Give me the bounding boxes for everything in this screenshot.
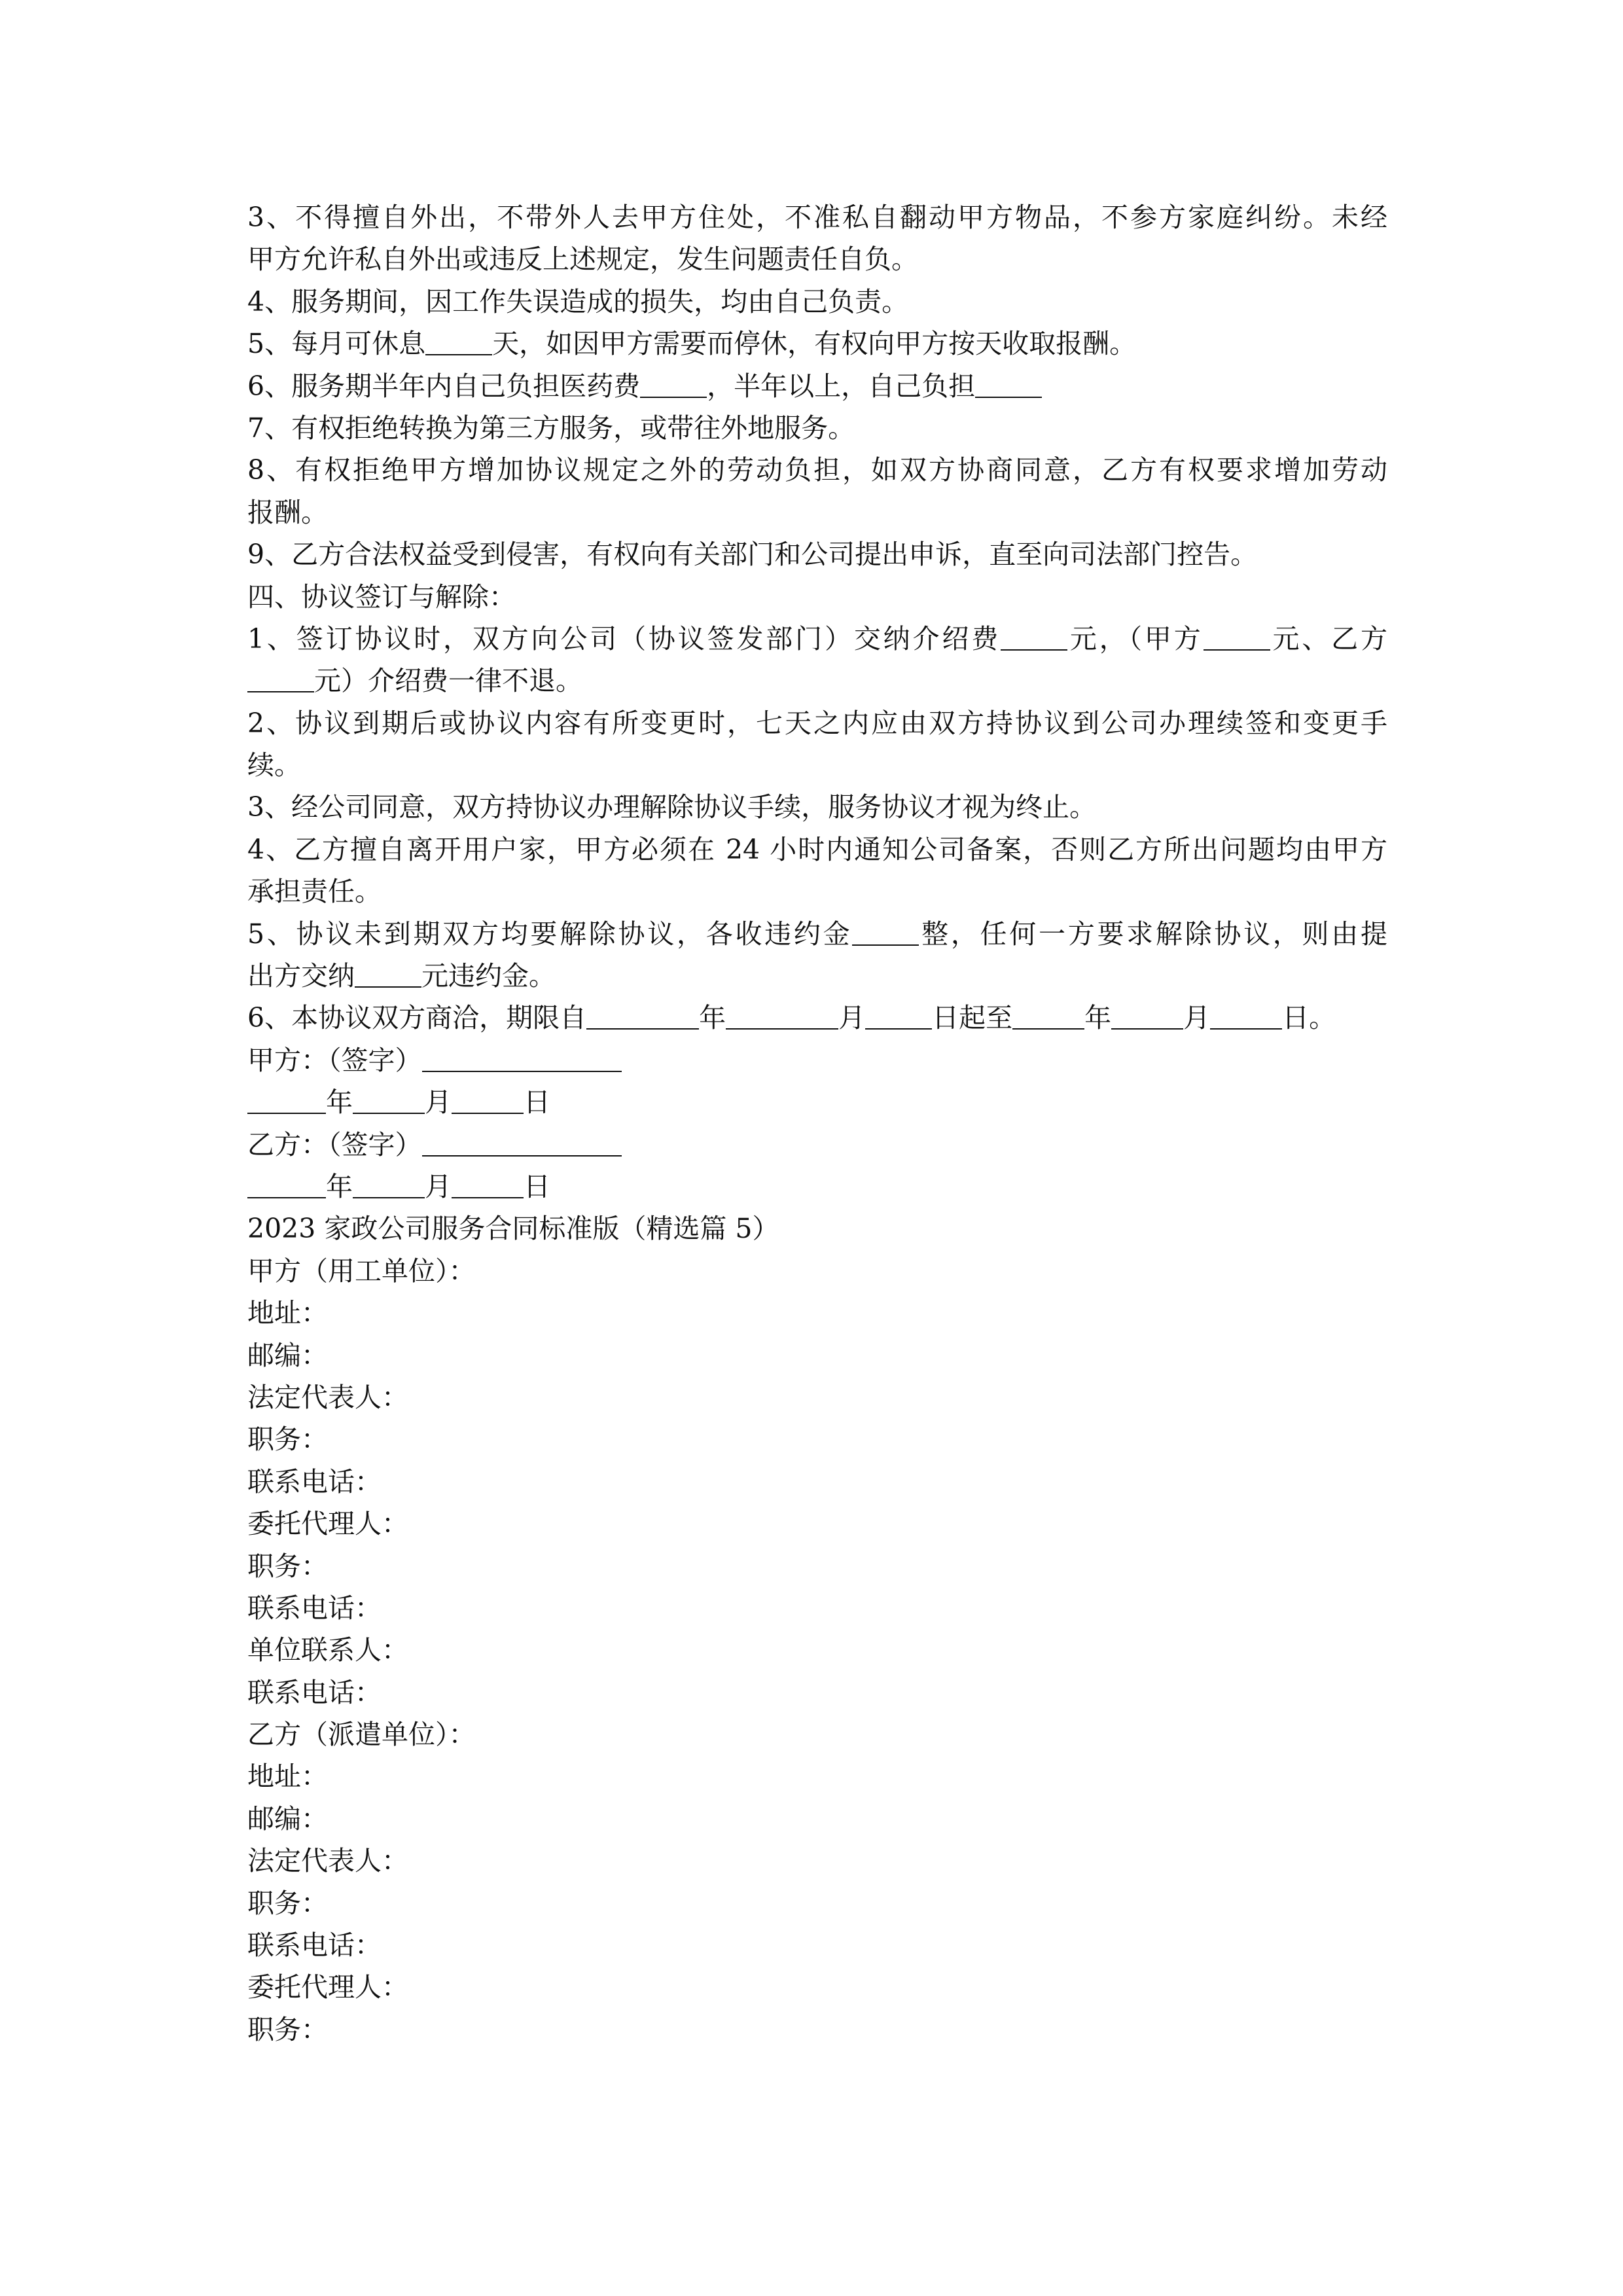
signature-party-b: 乙方：（签字）	[247, 1124, 1387, 1166]
fill-blank	[852, 918, 919, 946]
party-b-field: 地址：	[247, 1761, 328, 1793]
party-b-field: 法定代表人：	[247, 1845, 408, 1877]
fill-blank	[1012, 1002, 1084, 1030]
party-b-field: 职务：	[247, 2013, 328, 2045]
signature-blank	[422, 1129, 622, 1157]
clause-line: 4、服务期间，因工作失误造成的损失，均由自己负责。	[247, 285, 909, 317]
clause-line: 承担责任。	[247, 876, 382, 908]
party-b-field: 邮编：	[247, 1803, 328, 1835]
clause-line: 7、有权拒绝转换为第三方服务，或带往外地服务。	[247, 412, 855, 444]
party-b-field: 职务：	[247, 1887, 328, 1919]
clause-penalty: 5、协议未到期双方均要解除协议，各收违约金 整，任何一方要求解除协议，则由提	[247, 918, 1387, 950]
party-a-field: 地址：	[247, 1297, 328, 1329]
contract-title: 2023 家政公司服务合同标准版（精选篇 5）	[247, 1213, 779, 1245]
fill-blank	[452, 1171, 524, 1198]
party-a-field: 联系电话：	[247, 1592, 382, 1624]
clause-line: 续。	[247, 749, 301, 781]
clause-term: 6、本协议双方商洽，期限自 年 月 日起至 年 月 日。	[247, 1002, 1336, 1034]
signature-date-a: 年 月 日	[247, 1081, 1387, 1123]
signature-party-a: 甲方：（签字）	[247, 1039, 1387, 1081]
clause-line: 报酬。	[247, 496, 328, 528]
fill-blank	[425, 328, 492, 355]
fill-blank	[586, 1002, 699, 1030]
clause-line: 3、经公司同意，双方持协议办理解除协议手续，服务协议才视为终止。	[247, 791, 1097, 823]
party-a-field: 职务：	[247, 1424, 328, 1456]
document-page	[247, 196, 1387, 2051]
party-a-field: 联系电话：	[247, 1676, 382, 1708]
clause-line: 甲方允许私自外出或违反上述规定，发生问题责任自负。	[247, 243, 918, 276]
fill-blank	[975, 370, 1042, 398]
fill-blank	[726, 1002, 838, 1030]
fill-blank	[452, 1086, 524, 1114]
clause-line: 8、有权拒绝甲方增加协议规定之外的劳动负担，如双方协商同意，乙方有权要求增加劳动	[247, 454, 1387, 486]
fill-blank	[247, 1171, 326, 1198]
party-b-field: 乙方（派遣单位）：	[247, 1719, 476, 1751]
signature-date-b: 年 月 日	[247, 1166, 1387, 1208]
party-a-field: 单位联系人：	[247, 1634, 408, 1666]
fill-blank	[1111, 1002, 1183, 1030]
clause-fee: 1、签订协议时，双方向公司（协议签发部门）交纳介绍费 元，（甲方 元、乙方	[247, 622, 1388, 655]
fill-blank	[247, 665, 314, 692]
clause-rest-days: 5、每月可休息 天，如因甲方需要而停休，有权向甲方按天收取报酬。	[247, 328, 1137, 360]
fill-blank	[247, 1086, 326, 1114]
clause-fee-cont: 元）介绍费一律不退。	[247, 660, 1387, 702]
clause-line: 2、协议到期后或协议内容有所变更时，七天之内应由双方持协议到公司办理续签和变更手	[247, 707, 1387, 739]
signature-blank	[422, 1045, 622, 1072]
section-heading: 四、协议签订与解除：	[247, 581, 516, 613]
party-a-field: 邮编：	[247, 1339, 328, 1371]
clause-line: 9、乙方合法权益受到侵害，有权向有关部门和公司提出申诉，直至向司法部门控告。	[247, 539, 1258, 571]
fill-blank	[1204, 623, 1270, 651]
clause-penalty-cont: 出方交纳 元违约金。	[247, 960, 556, 992]
fill-blank	[353, 1171, 425, 1198]
clause-medical: 6、服务期半年内自己负担医药费 ，半年以上，自己负担	[247, 365, 1387, 407]
party-a-field: 委托代理人：	[247, 1508, 408, 1540]
fill-blank	[353, 1086, 425, 1114]
party-b-field: 联系电话：	[247, 1929, 382, 1962]
party-a-field: 甲方（用工单位）：	[247, 1255, 476, 1287]
party-a-field: 联系电话：	[247, 1465, 382, 1498]
fill-blank	[1001, 623, 1067, 651]
clause-line: 4、乙方擅自离开用户家，甲方必须在 24 小时内通知公司备案，否则乙方所出问题均由甲方	[247, 833, 1387, 865]
fill-blank	[865, 1002, 932, 1030]
fill-blank	[1210, 1002, 1282, 1030]
party-a-field: 职务：	[247, 1550, 328, 1582]
clause-line: 3、不得擅自外出，不带外人去甲方住处，不准私自翻动甲方物品，不参方家庭纠纷。未经	[247, 202, 1387, 233]
party-a-field: 法定代表人：	[247, 1381, 408, 1413]
fill-blank	[355, 960, 421, 988]
fill-blank	[640, 370, 707, 398]
party-b-field: 委托代理人：	[247, 1971, 408, 2003]
